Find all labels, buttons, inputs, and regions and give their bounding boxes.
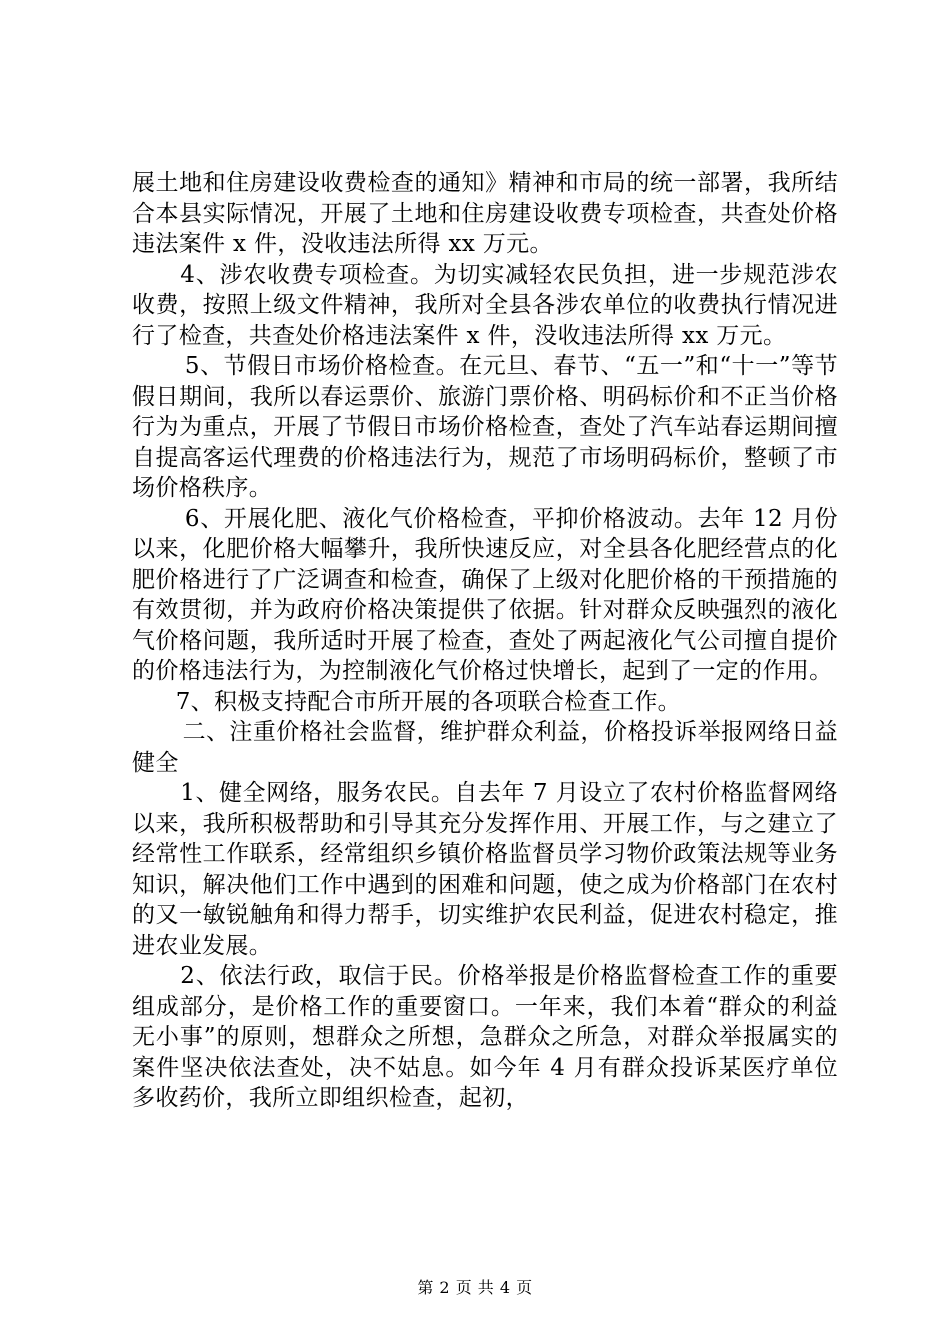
paragraph-subitem-2: 2、依法行政，取信于民。价格举报是价格监督检查工作的重要组成部分，是价格工作的重要窗口。一年来，我们本着“群众的利益无小事”的原则，想群众之所想，急群众之所急，对群众举报属实的案件坚决依法查处，决不姑息。如今年 4 月有群众投诉某医疗单位多收药价，我所立即组织检查，起初， xyxy=(132,963,838,1111)
paragraph-subitem-1: 1、健全网络，服务农民。自去年 7 月设立了农村价格监督网络以来，我所积极帮助和引导其充分发挥作用、开展工作，与之建立了经常性工作联系，经常组织乡镇价格监督员学习物价政策法规等业务知识，解决他们工作中遇到的困难和问题，使之成为价格部门在农村的又一敏锐触角和得力帮手，切实维护农民利益，促进农村稳定，推进农业发展。 xyxy=(132,780,838,959)
page-number-label: 第 2 页 共 4 页 xyxy=(417,1278,533,1297)
section-heading-2: 二、注重价格社会监督，维护群众利益，价格投诉举报网络日益健全 xyxy=(132,719,838,776)
page-footer xyxy=(0,1278,950,1298)
paragraph-continuation: 展土地和住房建设收费检查的通知》精神和市局的统一部署，我所结合本县实际情况，开展了土地和住房建设收费专项检查，共查处价格违法案件 x 件，没收违法所得 xx 万元。 xyxy=(132,170,838,257)
document-body xyxy=(132,168,838,1114)
paragraph-item-6: 6、开展化肥、液化气价格检查，平抑价格波动。去年 12 月份以来，化肥价格大幅攀升，我所快速反应，对全县各化肥经营点的化肥价格进行了广泛调查和检查，确保了上级对化肥价格的干预措施的有效贯彻，并为政府价格决策提供了依据。针对群众反映强烈的液化气价格问题，我所适时开展了检查，查处了两起液化气公司擅自提价的价格违法行为，为控制液化气价格过快增长，起到了一定的作用。 xyxy=(132,505,838,684)
paragraph-item-5: 5、节假日市场价格检查。在元旦、春节、“五一”和“十一”等节假日期间，我所以春运票价、旅游门票价格、明码标价和不正当价格行为为重点，开展了节假日市场价格检查，查处了汽车站春运期间擅自提高客运代理费的价格违法行为，规范了市场明码标价，整顿了市场价格秩序。 xyxy=(132,353,838,501)
paragraph-item-7: 7、积极支持配合市所开展的各项联合检查工作。 xyxy=(175,688,682,715)
paragraph-item-4: 4、涉农收费专项检查。为切实减轻农民负担，进一步规范涉农收费，按照上级文件精神，我所对全县各涉农单位的收费执行情况进行了检查，共查处价格违法案件 x 件，没收违法所得 xx 万元。 xyxy=(132,261,838,349)
